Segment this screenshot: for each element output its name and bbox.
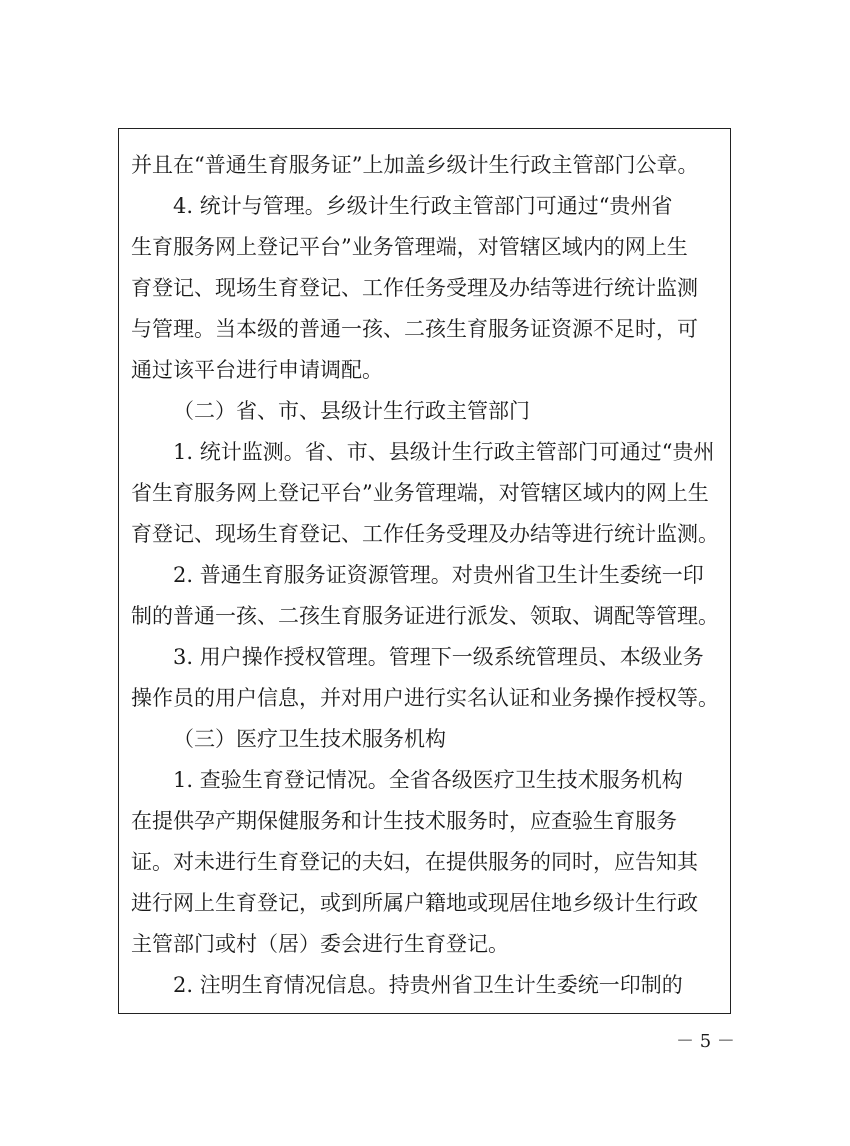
section-heading: （三）医疗卫生技术服务机构 [173, 727, 446, 751]
text-line: 育登记、现场生育登记、工作任务受理及办结等进行统计监测 [131, 276, 698, 300]
text-line: 育登记、现场生育登记、工作任务受理及办结等进行统计监测。 [131, 522, 719, 546]
text-line: 1. 查验生育登记情况。全省各级医疗卫生技术服务机构 [173, 768, 683, 792]
text-line: 2. 普通生育服务证资源管理。对贵州省卫生计生委统一印 [173, 563, 704, 587]
text-line: 4. 统计与管理。乡级计生行政主管部门可通过“贵州省 [173, 194, 673, 218]
text-line: 证。对未进行生育登记的夫妇，在提供服务的同时，应告知其 [131, 850, 698, 874]
text-line: 通过该平台进行申请调配。 [131, 358, 383, 382]
text-line: 操作员的用户信息，并对用户进行实名认证和业务操作授权等。 [131, 686, 719, 710]
text-line: 主管部门或村（居）委会进行生育登记。 [131, 932, 509, 956]
page-number: － 5 － [676, 1031, 735, 1052]
text-line: 与管理。当本级的普通一孩、二孩生育服务证资源不足时，可 [131, 317, 698, 341]
section-heading: （二）省、市、县级计生行政主管部门 [173, 399, 530, 423]
text-line: 并且在“普通生育服务证”上加盖乡级计生行政主管部门公章。 [131, 153, 699, 177]
text-line: 省生育服务网上登记平台”业务管理端，对管辖区域内的网上生 [131, 481, 709, 505]
text-line: 在提供孕产期保健服务和计生技术服务时，应查验生育服务 [131, 809, 677, 833]
text-frame [118, 128, 731, 1014]
text-line: 进行网上生育登记，或到所属户籍地或现居住地乡级计生行政 [131, 891, 698, 915]
text-line: 制的普通一孩、二孩生育服务证进行派发、领取、调配等管理。 [131, 604, 719, 628]
text-line: 生育服务网上登记平台”业务管理端，对管辖区域内的网上生 [131, 235, 688, 259]
text-line: 2. 注明生育情况信息。持贵州省卫生计生委统一印制的 [173, 973, 683, 997]
text-line: 1. 统计监测。省、市、县级计生行政主管部门可通过“贵州 [173, 440, 715, 464]
text-line: 3. 用户操作授权管理。管理下一级系统管理员、本级业务 [173, 645, 704, 669]
